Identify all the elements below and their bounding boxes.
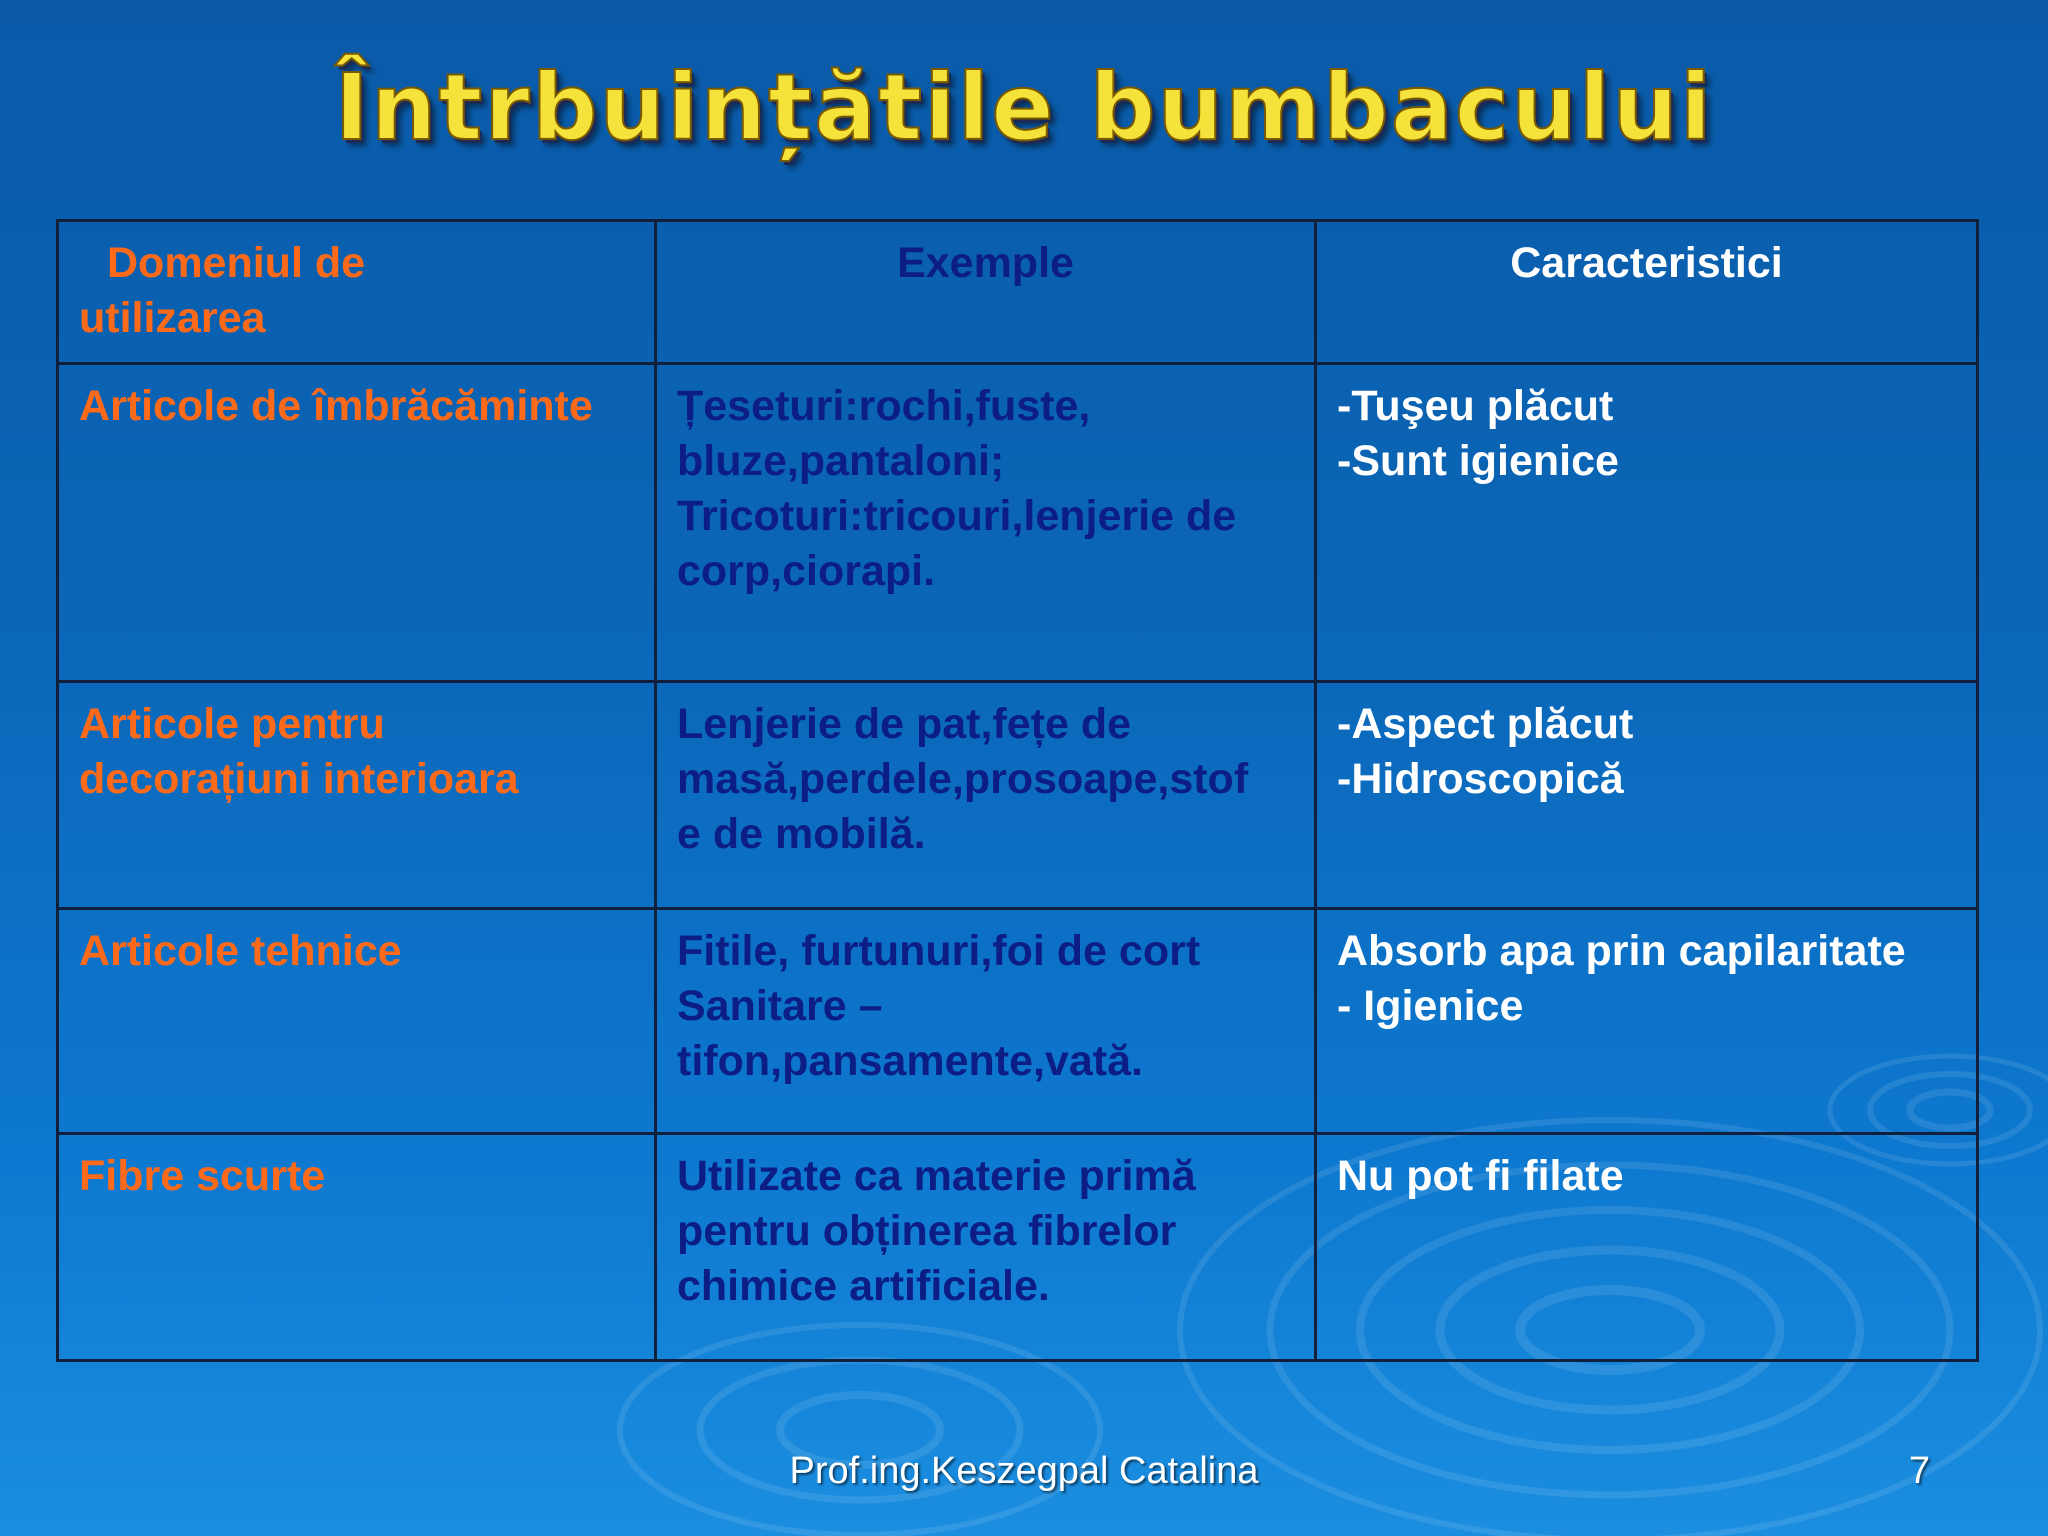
table-row [58, 1134, 1978, 1361]
cell-line: Absorb apa prin capilaritate [1337, 927, 1906, 975]
cell-line: - Igienice [1337, 982, 1524, 1030]
cell-line: Țeseturi:rochi,fuste, [677, 382, 1091, 430]
header-characteristics: Caracteristici [1316, 221, 1978, 364]
cell-line: Fitile, furtunuri,foi de cort [677, 927, 1201, 975]
uses-table [56, 219, 1979, 1362]
slide-title: Întrbuințătile bumbacului [334, 54, 1714, 161]
cell-line: Sanitare – [677, 982, 883, 1030]
cell-domain [58, 364, 656, 682]
cell-line: Utilizate ca materie primă [677, 1152, 1196, 1200]
cell-line: chimice artificiale. [677, 1262, 1050, 1310]
cell-line: decorațiuni interioara [79, 755, 519, 803]
cell-examples [656, 1134, 1316, 1361]
cell-examples [656, 364, 1316, 682]
table-row [58, 682, 1978, 909]
cell-line: Fibre scurte [79, 1152, 326, 1200]
table-row [58, 364, 1978, 682]
cell-characteristics [1316, 909, 1978, 1134]
cell-line: Articole pentru [79, 700, 385, 748]
table-header-row [58, 221, 1978, 364]
cell-line: masă,perdele,prosoape,stof [677, 755, 1249, 803]
cell-line: Lenjerie de pat,fețe de [677, 700, 1132, 748]
cell-characteristics [1316, 682, 1978, 909]
cell-line: -Hidroscopică [1337, 755, 1624, 803]
cell-line: tifon,pansamente,vată. [677, 1037, 1143, 1085]
cell-line: pentru obținerea fibrelor [677, 1207, 1177, 1255]
cell-characteristics [1316, 1134, 1978, 1361]
header-examples: Exemple [656, 221, 1316, 364]
cell-line: -Sunt igienice [1337, 437, 1619, 485]
cell-examples [656, 909, 1316, 1134]
header-domain-line-1: Domeniul de [107, 239, 366, 287]
cell-line: -Tuşeu plăcut [1337, 382, 1614, 430]
header-domain [58, 221, 656, 364]
cell-domain [58, 1134, 656, 1361]
cell-line: Nu pot fi filate [1337, 1152, 1624, 1200]
cell-examples [656, 682, 1316, 909]
cell-line: Articole tehnice [79, 927, 402, 975]
cell-line: Tricoturi:tricouri,lenjerie de [677, 492, 1237, 540]
cell-line: corp,ciorapi. [677, 547, 936, 595]
cell-line: Articole de îmbrăcăminte [79, 382, 593, 430]
footer-author: Prof.ing.Keszegpal Catalina [789, 1450, 1259, 1492]
table-row [58, 909, 1978, 1134]
cell-line: e de mobilă. [677, 810, 926, 858]
page-number: 7 [1908, 1450, 1930, 1492]
cell-line: -Aspect plăcut [1337, 700, 1634, 748]
cell-domain [58, 682, 656, 909]
header-domain-line-2: utilizarea [79, 294, 266, 342]
cell-line: bluze,pantaloni; [677, 437, 1005, 485]
cell-characteristics [1316, 364, 1978, 682]
cell-domain [58, 909, 656, 1134]
